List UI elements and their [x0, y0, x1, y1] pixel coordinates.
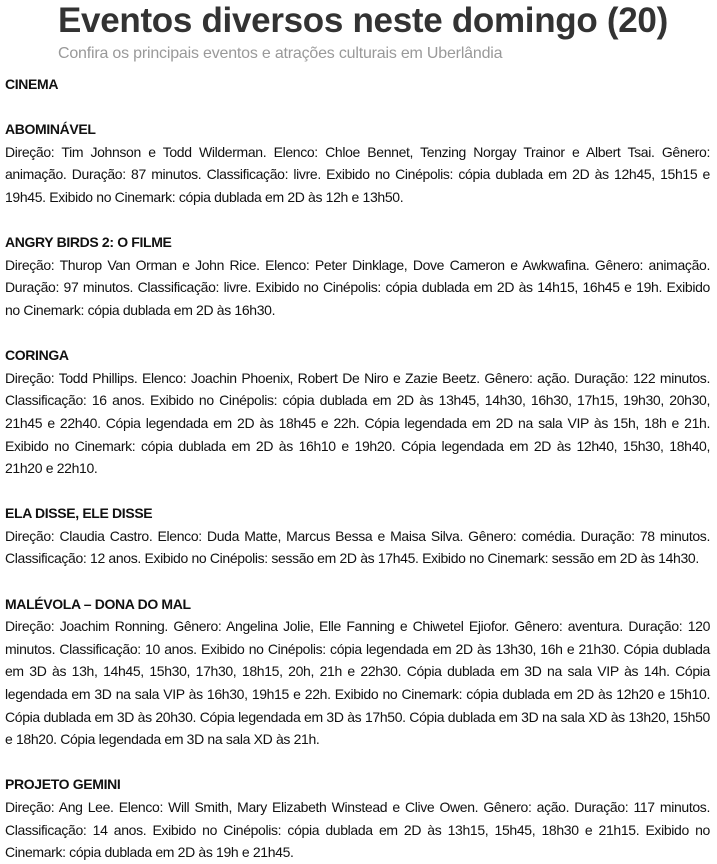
- section-heading-cinema: CINEMA: [5, 76, 59, 92]
- movie-description: Direção: Todd Phillips. Elenco: Joachin Phoenix, Robert De Niro e Zazie Beetz. Gênero: ação. Duração: 122 minutos. Classificação: 16 anos. Exibido no Cinépolis: cópia dublada em 2D às 13h45, 14h30, 16h30, 17h15, 19h30, 20h30, 21h45 e 22h40. Cópia legendada em 2D às 18h45 e 22h. Cópia legendada em 2D na sala VIP às 15h, 18h e 21h. Exibido no Cinemark: cópia dublada em 2D às 16h10 e 19h20. Cópia legendada em 2D às 12h40, 15h30, 18h40, 21h20 e 22h10.: [5, 369, 710, 477]
- movie-entry: [5, 231, 710, 321]
- movie-entry: [5, 502, 710, 570]
- movie-title: ELA DISSE, ELE DISSE: [5, 505, 153, 522]
- movie-title: CORINGA: [5, 347, 69, 364]
- movie-entry: [5, 773, 710, 863]
- movie-entry: [5, 593, 710, 751]
- movie-title: MALÉVOLA – DONA DO MAL: [5, 595, 191, 612]
- page-title: Eventos diversos neste domingo (20): [58, 1, 668, 40]
- movie-description: Direção: Ang Lee. Elenco: Will Smith, Mary Elizabeth Winstead e Clive Owen. Gênero: ação. Duração: 117 minutos. Classificação: 14 anos. Exibido no Cinépolis: cópia dublada em 2D às 13h15, 15h45, 18h30 e 21h15. Exibido no Cinemark: cópia dublada em 2D às 19h e 21h45.: [5, 799, 710, 861]
- movie-title: ABOMINÁVEL: [5, 121, 96, 138]
- movie-title: ANGRY BIRDS 2: O FILME: [5, 234, 172, 251]
- movie-title: PROJETO GEMINI: [5, 776, 121, 793]
- page-subtitle: Confira os principais eventos e atrações culturais em Uberlândia: [58, 45, 503, 62]
- article-body: [0, 73, 717, 864]
- movie-description: Direção: Thurop Van Orman e John Rice. Elenco: Peter Dinklage, Dove Cameron e Awkwafina. Gênero: animação. Duração: 97 minutos. Classificação: livre. Exibido no Cinépolis: cópia dublada em 2D às 14h15, 16h45 e 19h. Exibido no Cinemark: cópia dublada em 2D às 16h30.: [5, 256, 710, 318]
- movie-description: Direção: Claudia Castro. Elenco: Duda Matte, Marcus Bessa e Maisa Silva. Gênero: comédia. Duração: 78 minutos. Classificação: 12 anos. Exibido no Cinépolis: sessão em 2D às 17h45. Exibido no Cinemark: sessão em 2D às 14h30.: [5, 527, 710, 567]
- movie-description: Direção: Tim Johnson e Todd Wilderman. Elenco: Chloe Bennet, Tenzing Norgay Trainor e Albert Tsai. Gênero: animação. Duração: 87 minutos. Classificação: livre. Exibido no Cinépolis: cópia dublada em 2D às 12h45, 15h15 e 19h45. Exibido no Cinemark: cópia dublada em 2D às 12h e 13h50.: [5, 143, 710, 205]
- movie-entry: [5, 118, 710, 208]
- movie-entry: [5, 344, 710, 480]
- movie-description: Direção: Joachim Ronning. Gênero: Angelina Jolie, Elle Fanning e Chiwetel Ejiofor. Gênero: aventura. Duração: 120 minutos. Classificação: 10 anos. Exibido no Cinépolis: cópia legendada em 2D às 13h30, 16h e 21h30. Cópia dublada em 3D às 13h, 14h45, 15h30, 17h30, 18h15, 20h, 21h e 22h30. Cópia dublada em 3D na sala VIP às 14h. Cópia legendada em 3D na sala VIP às 16h30, 19h15 e 22h. Exibido no Cinemark: cópia dublada em 2D às 12h20 e 15h10. Cópia dublada em 3D às 20h30. Cópia legendada em 3D às 17h50. Cópia dublada em 3D na sala XD às 13h20, 15h50 e 18h20. Cópia legendada em 3D na sala XD às 21h.: [5, 618, 710, 748]
